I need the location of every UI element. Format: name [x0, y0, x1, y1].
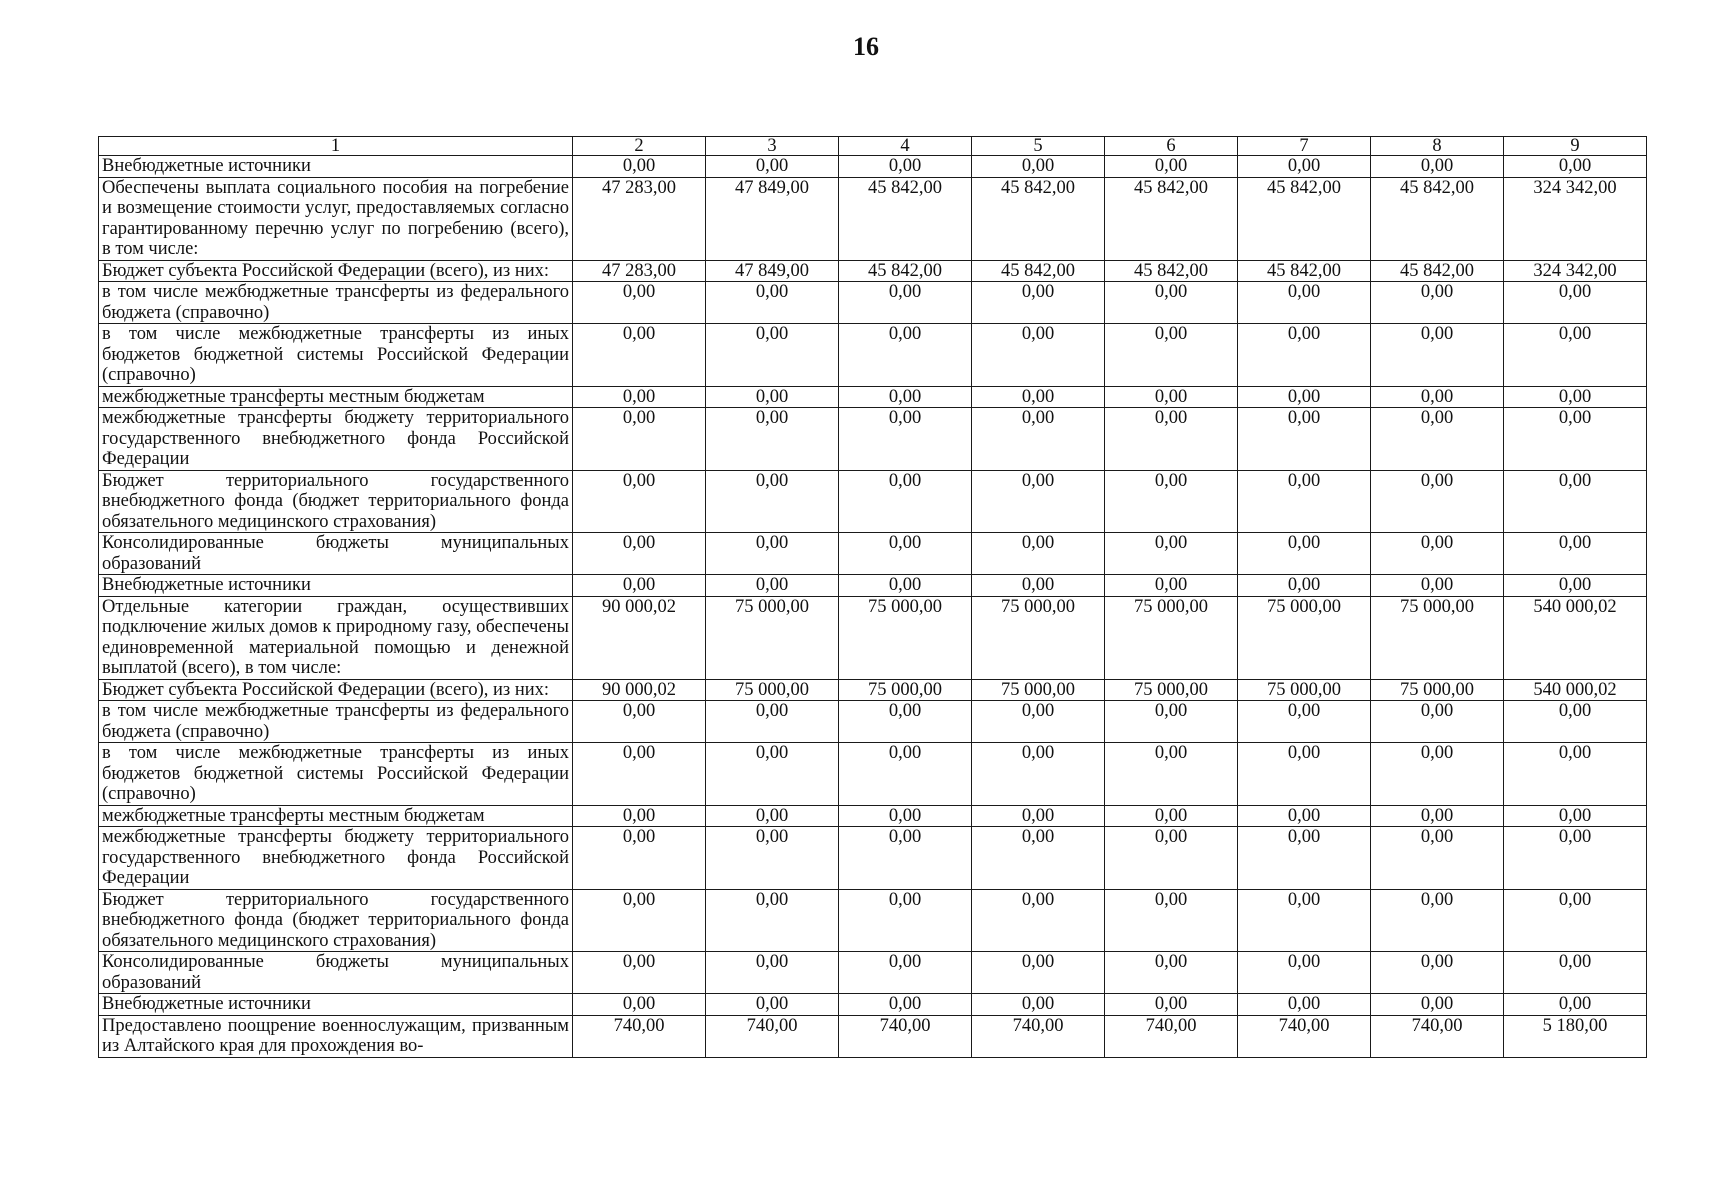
value-cell: 0,00 [1105, 156, 1238, 178]
value-cell: 0,00 [1105, 533, 1238, 575]
value-cell: 0,00 [839, 743, 972, 806]
value-cell: 740,00 [839, 1015, 972, 1057]
value-cell: 0,00 [839, 533, 972, 575]
column-number-cell: 5 [972, 137, 1105, 156]
value-cell: 0,00 [1371, 324, 1504, 387]
value-cell: 0,00 [1238, 994, 1371, 1016]
value-cell: 0,00 [1371, 994, 1504, 1016]
value-cell: 0,00 [1371, 805, 1504, 827]
value-cell: 740,00 [1105, 1015, 1238, 1057]
value-cell: 0,00 [706, 533, 839, 575]
value-cell: 0,00 [972, 324, 1105, 387]
value-cell: 45 842,00 [1371, 260, 1504, 282]
value-cell: 0,00 [1504, 805, 1647, 827]
value-cell: 0,00 [1504, 743, 1647, 806]
value-cell: 75 000,00 [839, 596, 972, 679]
row-label: Консолидированные бюджеты муниципальных образований [99, 533, 573, 575]
row-label: Бюджет территориального государственного внебюджетного фонда (бюджет территориального фонда обязательного медицинского страхования) [99, 889, 573, 952]
value-cell: 0,00 [1105, 994, 1238, 1016]
table-row [99, 533, 1647, 575]
value-cell: 0,00 [1238, 156, 1371, 178]
value-cell: 0,00 [1105, 282, 1238, 324]
row-label: в том числе межбюджетные трансферты из федерального бюджета (справочно) [99, 701, 573, 743]
value-cell: 0,00 [573, 282, 706, 324]
row-label: Обеспечены выплата социального пособия на погребение и возмещение стоимости услуг, предоставляемых согласно гарантированному перечню услуг по погребению (всего), в том числе: [99, 177, 573, 260]
value-cell: 0,00 [839, 827, 972, 890]
value-cell: 0,00 [972, 386, 1105, 408]
table-row [99, 324, 1647, 387]
value-cell: 47 283,00 [573, 260, 706, 282]
value-cell: 0,00 [839, 701, 972, 743]
table-row [99, 177, 1647, 260]
value-cell: 0,00 [1371, 386, 1504, 408]
value-cell: 0,00 [839, 386, 972, 408]
value-cell: 0,00 [972, 470, 1105, 533]
value-cell: 47 849,00 [706, 177, 839, 260]
value-cell: 45 842,00 [839, 177, 972, 260]
value-cell: 0,00 [1504, 952, 1647, 994]
row-label: Внебюджетные источники [99, 156, 573, 178]
value-cell: 540 000,02 [1504, 596, 1647, 679]
value-cell: 0,00 [1371, 952, 1504, 994]
value-cell: 0,00 [706, 156, 839, 178]
value-cell: 0,00 [1105, 743, 1238, 806]
value-cell: 0,00 [1238, 408, 1371, 471]
value-cell: 45 842,00 [972, 260, 1105, 282]
table-row [99, 408, 1647, 471]
table-row [99, 994, 1647, 1016]
value-cell: 0,00 [839, 282, 972, 324]
value-cell: 0,00 [839, 994, 972, 1016]
value-cell: 0,00 [706, 889, 839, 952]
value-cell: 0,00 [1238, 701, 1371, 743]
row-label: Внебюджетные источники [99, 575, 573, 597]
value-cell: 0,00 [706, 324, 839, 387]
value-cell: 0,00 [1504, 533, 1647, 575]
value-cell: 740,00 [1238, 1015, 1371, 1057]
value-cell: 0,00 [1105, 827, 1238, 890]
value-cell: 0,00 [1504, 324, 1647, 387]
column-number-cell: 9 [1504, 137, 1647, 156]
value-cell: 0,00 [1238, 805, 1371, 827]
value-cell: 0,00 [839, 805, 972, 827]
table-row [99, 805, 1647, 827]
value-cell: 0,00 [839, 575, 972, 597]
value-cell: 75 000,00 [1371, 679, 1504, 701]
value-cell: 0,00 [1504, 156, 1647, 178]
value-cell: 0,00 [1504, 575, 1647, 597]
value-cell: 740,00 [706, 1015, 839, 1057]
value-cell: 75 000,00 [1105, 679, 1238, 701]
row-label: межбюджетные трансферты бюджету территориального государственного внебюджетного фонда Российской Федерации [99, 827, 573, 890]
value-cell: 0,00 [972, 827, 1105, 890]
value-cell: 45 842,00 [839, 260, 972, 282]
value-cell: 0,00 [706, 470, 839, 533]
value-cell: 0,00 [706, 805, 839, 827]
value-cell: 45 842,00 [1371, 177, 1504, 260]
value-cell: 0,00 [1371, 701, 1504, 743]
value-cell: 0,00 [1371, 889, 1504, 952]
value-cell: 0,00 [573, 827, 706, 890]
value-cell: 740,00 [972, 1015, 1105, 1057]
value-cell: 0,00 [1504, 282, 1647, 324]
value-cell: 0,00 [1371, 533, 1504, 575]
value-cell: 0,00 [972, 533, 1105, 575]
value-cell: 0,00 [1105, 889, 1238, 952]
value-cell: 0,00 [706, 408, 839, 471]
value-cell: 0,00 [1238, 470, 1371, 533]
table-body [99, 137, 1647, 1058]
column-number-cell: 3 [706, 137, 839, 156]
value-cell: 0,00 [706, 575, 839, 597]
column-number-cell: 2 [573, 137, 706, 156]
value-cell: 75 000,00 [1238, 596, 1371, 679]
value-cell: 0,00 [972, 805, 1105, 827]
value-cell: 0,00 [1105, 952, 1238, 994]
table-row [99, 386, 1647, 408]
value-cell: 75 000,00 [706, 596, 839, 679]
value-cell: 0,00 [573, 533, 706, 575]
value-cell: 0,00 [1504, 470, 1647, 533]
value-cell: 0,00 [972, 889, 1105, 952]
column-number-header [99, 137, 1647, 156]
value-cell: 0,00 [1504, 701, 1647, 743]
table-row [99, 889, 1647, 952]
value-cell: 75 000,00 [706, 679, 839, 701]
value-cell: 5 180,00 [1504, 1015, 1647, 1057]
value-cell: 0,00 [573, 952, 706, 994]
value-cell: 0,00 [706, 701, 839, 743]
value-cell: 0,00 [972, 156, 1105, 178]
value-cell: 0,00 [1238, 386, 1371, 408]
value-cell: 0,00 [1371, 470, 1504, 533]
value-cell: 0,00 [1371, 575, 1504, 597]
value-cell: 0,00 [839, 470, 972, 533]
page-number: 16 [853, 32, 879, 61]
value-cell: 0,00 [706, 827, 839, 890]
table-row [99, 952, 1647, 994]
value-cell: 0,00 [1238, 743, 1371, 806]
table-row [99, 743, 1647, 806]
value-cell: 0,00 [573, 386, 706, 408]
value-cell: 90 000,02 [573, 679, 706, 701]
column-number-cell: 4 [839, 137, 972, 156]
value-cell: 0,00 [706, 952, 839, 994]
row-label: Отдельные категории граждан, осуществивших подключение жилых домов к природному газу, обеспечены единовременной материальной помощью и денежной выплатой (всего), в том числе: [99, 596, 573, 679]
value-cell: 0,00 [972, 701, 1105, 743]
value-cell: 0,00 [1105, 324, 1238, 387]
value-cell: 0,00 [1504, 994, 1647, 1016]
value-cell: 0,00 [1371, 743, 1504, 806]
value-cell: 75 000,00 [1371, 596, 1504, 679]
value-cell: 0,00 [1105, 805, 1238, 827]
value-cell: 0,00 [839, 324, 972, 387]
row-label: Консолидированные бюджеты муниципальных образований [99, 952, 573, 994]
value-cell: 0,00 [706, 743, 839, 806]
value-cell: 540 000,02 [1504, 679, 1647, 701]
value-cell: 0,00 [1105, 386, 1238, 408]
value-cell: 0,00 [1371, 156, 1504, 178]
row-label: межбюджетные трансферты местным бюджетам [99, 386, 573, 408]
value-cell: 0,00 [1238, 827, 1371, 890]
value-cell: 0,00 [1238, 533, 1371, 575]
value-cell: 45 842,00 [1105, 260, 1238, 282]
value-cell: 0,00 [1238, 889, 1371, 952]
value-cell: 0,00 [706, 994, 839, 1016]
value-cell: 0,00 [972, 994, 1105, 1016]
value-cell: 0,00 [1238, 575, 1371, 597]
table-row [99, 156, 1647, 178]
table-row [99, 282, 1647, 324]
value-cell: 0,00 [839, 952, 972, 994]
row-label: Бюджет субъекта Российской Федерации (всего), из них: [99, 679, 573, 701]
value-cell: 0,00 [573, 743, 706, 806]
value-cell: 0,00 [1504, 827, 1647, 890]
table-row [99, 596, 1647, 679]
value-cell: 75 000,00 [1238, 679, 1371, 701]
value-cell: 0,00 [706, 282, 839, 324]
table-row [99, 827, 1647, 890]
value-cell: 324 342,00 [1504, 260, 1647, 282]
value-cell: 740,00 [573, 1015, 706, 1057]
value-cell: 0,00 [839, 156, 972, 178]
value-cell: 0,00 [573, 408, 706, 471]
value-cell: 0,00 [972, 282, 1105, 324]
row-label: Внебюджетные источники [99, 994, 573, 1016]
value-cell: 0,00 [1105, 470, 1238, 533]
value-cell: 45 842,00 [972, 177, 1105, 260]
value-cell: 740,00 [1371, 1015, 1504, 1057]
table-row [99, 679, 1647, 701]
row-label: в том числе межбюджетные трансферты из иных бюджетов бюджетной системы Российской Федерации (справочно) [99, 743, 573, 806]
value-cell: 0,00 [1504, 889, 1647, 952]
value-cell: 75 000,00 [839, 679, 972, 701]
value-cell: 45 842,00 [1238, 177, 1371, 260]
value-cell: 0,00 [573, 805, 706, 827]
value-cell: 0,00 [1105, 408, 1238, 471]
value-cell: 0,00 [573, 324, 706, 387]
table-row [99, 470, 1647, 533]
value-cell: 45 842,00 [1238, 260, 1371, 282]
row-label: Бюджет территориального государственного внебюджетного фонда (бюджет территориального фонда обязательного медицинского страхования) [99, 470, 573, 533]
value-cell: 47 283,00 [573, 177, 706, 260]
table-row [99, 260, 1647, 282]
value-cell: 0,00 [573, 470, 706, 533]
value-cell: 0,00 [1504, 386, 1647, 408]
value-cell: 0,00 [706, 386, 839, 408]
column-number-cell: 6 [1105, 137, 1238, 156]
value-cell: 0,00 [839, 408, 972, 471]
value-cell: 0,00 [1238, 282, 1371, 324]
value-cell: 0,00 [573, 994, 706, 1016]
row-label: межбюджетные трансферты бюджету территориального государственного внебюджетного фонда Российской Федерации [99, 408, 573, 471]
value-cell: 0,00 [972, 408, 1105, 471]
row-label: в том числе межбюджетные трансферты из федерального бюджета (справочно) [99, 282, 573, 324]
value-cell: 0,00 [972, 952, 1105, 994]
value-cell: 47 849,00 [706, 260, 839, 282]
value-cell: 0,00 [573, 575, 706, 597]
value-cell: 0,00 [839, 889, 972, 952]
value-cell: 0,00 [1238, 324, 1371, 387]
value-cell: 0,00 [1371, 827, 1504, 890]
value-cell: 45 842,00 [1105, 177, 1238, 260]
value-cell: 75 000,00 [972, 596, 1105, 679]
row-label: межбюджетные трансферты местным бюджетам [99, 805, 573, 827]
value-cell: 0,00 [573, 156, 706, 178]
value-cell: 324 342,00 [1504, 177, 1647, 260]
table-row [99, 575, 1647, 597]
value-cell: 0,00 [1238, 952, 1371, 994]
value-cell: 0,00 [972, 743, 1105, 806]
value-cell: 0,00 [1371, 408, 1504, 471]
value-cell: 75 000,00 [972, 679, 1105, 701]
row-label: в том числе межбюджетные трансферты из иных бюджетов бюджетной системы Российской Федерации (справочно) [99, 324, 573, 387]
value-cell: 0,00 [972, 575, 1105, 597]
value-cell: 0,00 [1105, 701, 1238, 743]
row-label: Предоставлено поощрение военнослужащим, призванным из Алтайского края для прохождения во- [99, 1015, 573, 1057]
column-number-cell: 7 [1238, 137, 1371, 156]
value-cell: 0,00 [1105, 575, 1238, 597]
column-number-cell: 8 [1371, 137, 1504, 156]
value-cell: 90 000,02 [573, 596, 706, 679]
value-cell: 0,00 [1504, 408, 1647, 471]
table-row [99, 701, 1647, 743]
value-cell: 0,00 [573, 701, 706, 743]
value-cell: 0,00 [1371, 282, 1504, 324]
row-label: Бюджет субъекта Российской Федерации (всего), из них: [99, 260, 573, 282]
column-number-cell: 1 [99, 137, 573, 156]
value-cell: 75 000,00 [1105, 596, 1238, 679]
budget-table [98, 136, 1647, 1058]
value-cell: 0,00 [573, 889, 706, 952]
table-row [99, 1015, 1647, 1057]
